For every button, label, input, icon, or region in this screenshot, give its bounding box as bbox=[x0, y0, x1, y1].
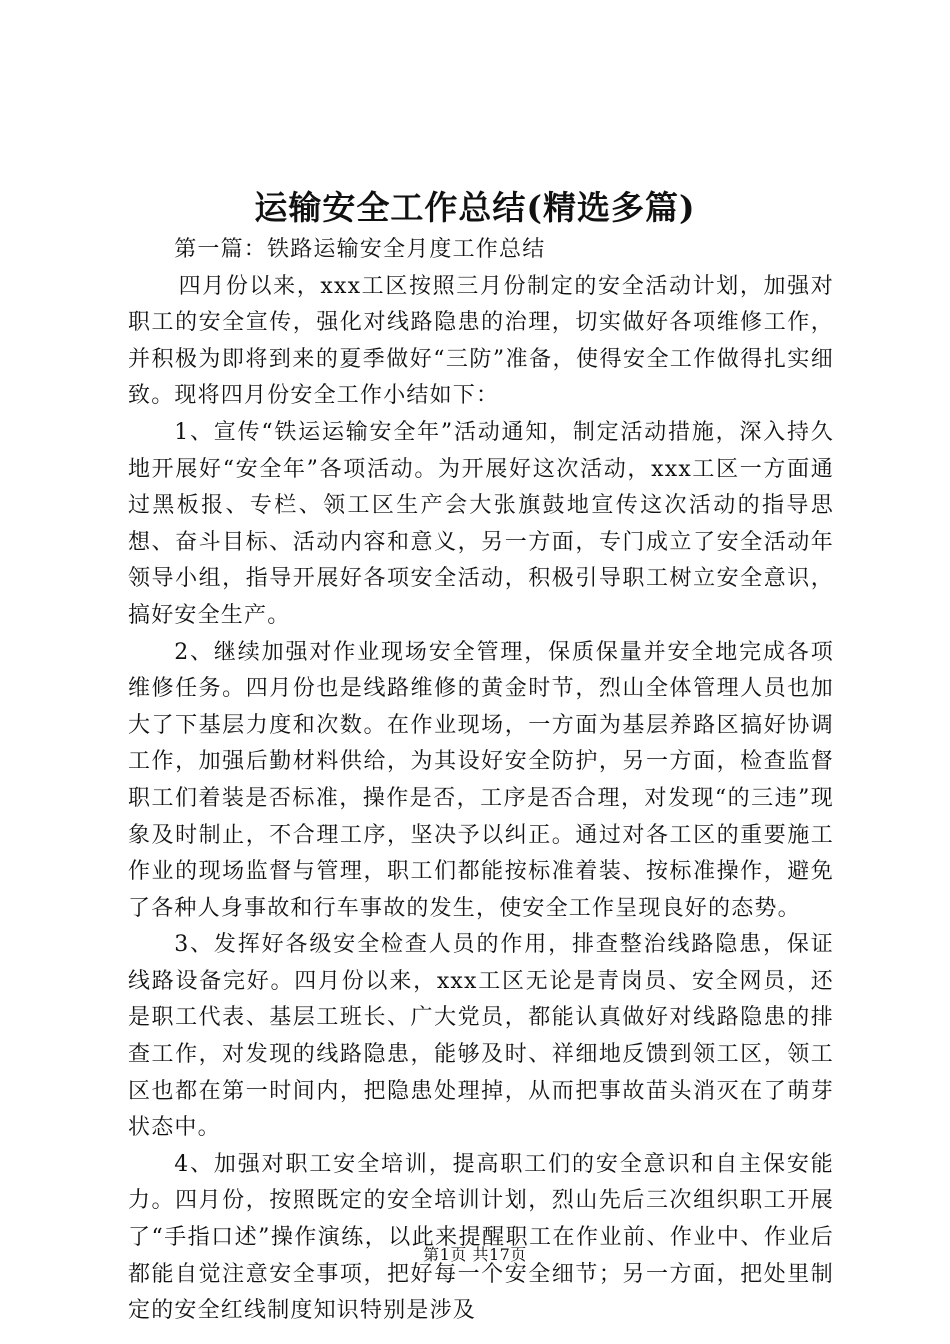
section-heading: 第一篇：铁路运输安全月度工作总结 bbox=[174, 237, 546, 262]
paragraph-item-3: 3、发挥好各级安全检查人员的作用，排查整治线路隐患，保证线路设备完好。四月份以来，xxx工区无论是青岗员、安全网员，还是职工代表、基层工班长、广大党员，都能认真做好对线路隐患的排查工作，对发现的线路隐患，能够及时、祥细地反馈到领工区，领工区也都在第一时间内，把隐患处理掉，从而把事故苗头消灭在了萌芽状态中。 bbox=[128, 932, 834, 1141]
page-number-footer: 第1页 共17页 bbox=[423, 1245, 527, 1264]
document-body bbox=[128, 232, 834, 1330]
paragraph-item-2: 2、继续加强对作业现场安全管理，保质保量并安全地完成各项维修任务。四月份也是线路维修的黄金时节，烈山全体管理人员也加大了下基层力度和次数。在作业现场，一方面为基层养路区搞好协调工作，加强后勤材料供给，为其设好安全防护，另一方面，检查监督职工们着装是否标准，操作是否，工序是否合理，对发现“的三违”现象及时制止，不合理工序，坚决予以纠正。通过对各工区的重要施工作业的现场监督与管理，职工们都能按标准着装、按标准操作，避免了各种人身事故和行车事故的发生，使安全工作呈现良好的态势。 bbox=[128, 639, 834, 921]
document-title: 运输安全工作总结(精选多篇) bbox=[254, 188, 696, 227]
paragraph-item-1: 1、宣传“铁运运输安全年”活动通知，制定活动措施，深入持久地开展好“安全年”各项活动。为开展好这次活动，xxx工区一方面通过黑板报、专栏、领工区生产会大张旗鼓地宣传这次活动的指导思想、奋斗目标、活动内容和意义，另一方面，专门成立了安全活动年领导小组，指导开展好各项安全活动，积极引导职工树立安全意识，搞好安全生产。 bbox=[128, 419, 834, 628]
paragraph-intro: 四月份以来，xxx工区按照三月份制定的安全活动计划，加强对职工的安全宣传，强化对线路隐患的治理，切实做好各项维修工作，并积极为即将到来的夏季做好“三防”准备，使得安全工作做得扎实细致。现将四月份安全工作小结如下： bbox=[128, 273, 834, 409]
paragraph-item-4: 4、加强对职工安全培训，提高职工们的安全意识和自主保安能力。四月份，按照既定的安全培训计划，烈山先后三次组织职工开展了“手指口述”操作演练，以此来提醒职工在作业前、作业中、作业后都能自觉注意安全事项，把好每一个安全细节；另一方面，把处里制定的安全红线制度知识特别是涉及 bbox=[128, 1151, 834, 1324]
